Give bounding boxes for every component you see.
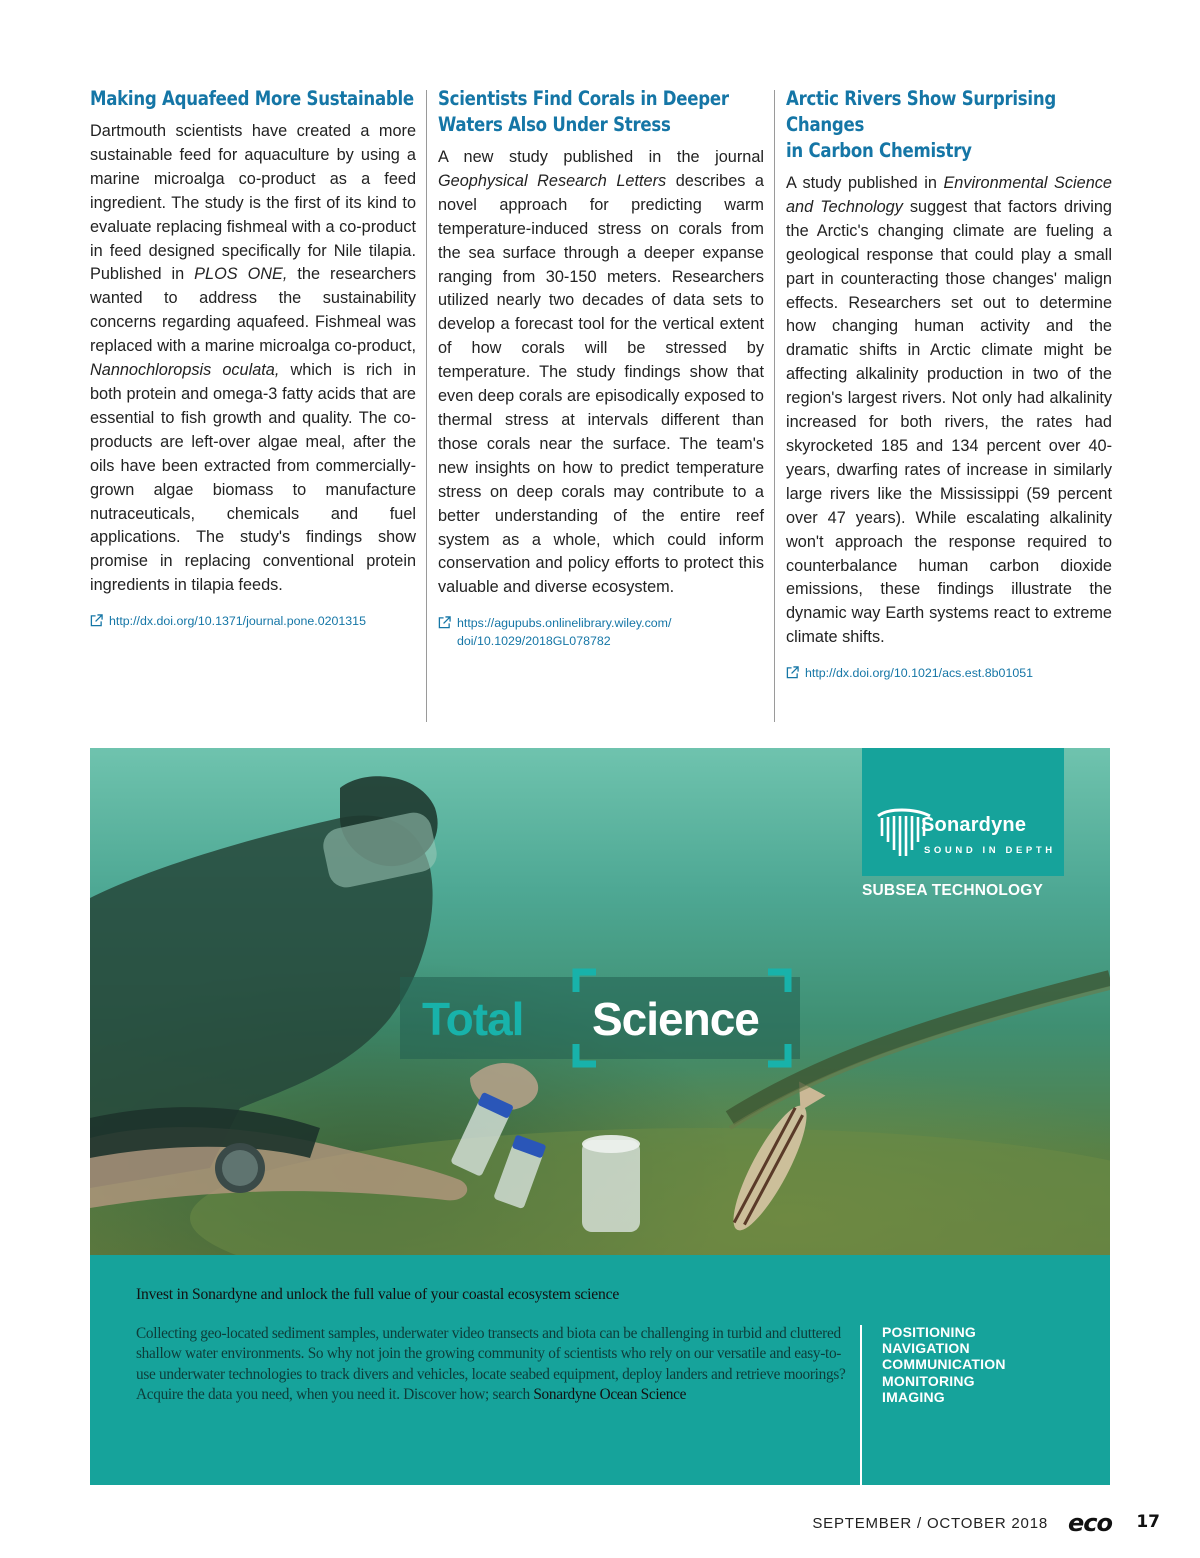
ad-lead: Invest in Sonardyne and unlock the full value of your coastal ecosystem science	[136, 1286, 620, 1303]
doi-link-text: http://dx.doi.org/10.1371/journal.pone.0201315	[109, 614, 366, 629]
ad-search-term: Sonardyne Ocean Science	[533, 1386, 687, 1404]
text-run: A new study published in the journal	[438, 148, 764, 166]
article-headline: Making Aquafeed More Sustainable	[90, 87, 414, 110]
text-run: describes a novel approach for predicting warm temperature-induced stress on corals from the sea surface through a deeper expanse ranging from 30-150 meters. Researchers utilized nearly two decades of data sets to develop a forecast tool for the vertical extent of how corals will be stressed by temperature. The study findings show that even deep corals are episodically exposed to thermal stress at intervals different than those corals near the surface. The team's new insights on how to predict temperature stress on deep corals may contribute to a better understanding of the entire reef system as a whole, which could inform conservation and policy efforts to protect this valuable and diverse ecosystem.	[438, 171, 764, 597]
service-item: COMMUNICATION	[882, 1356, 1006, 1373]
ad-body	[136, 1324, 851, 1406]
italic-text-run: PLOS ONE,	[194, 265, 288, 284]
ad-copy-band	[90, 1255, 1110, 1485]
external-link-icon	[786, 666, 799, 679]
service-item: POSITIONING	[882, 1324, 976, 1340]
magazine-logo: eco	[1068, 1509, 1112, 1537]
article-body	[90, 120, 416, 598]
service-item: NAVIGATION	[882, 1340, 970, 1357]
article-aquafeed	[90, 86, 416, 630]
page-footer	[0, 1509, 1160, 1538]
italic-text-run: Environmental Science and Technology	[786, 174, 1112, 216]
article-headline: Scientists Find Corals in Deeper Waters Also Under Stress	[438, 87, 729, 136]
page-number: 17	[1136, 1512, 1160, 1532]
brand-name: Sonardyne	[921, 814, 1027, 836]
ad-services-list	[882, 1324, 1006, 1405]
article-arctic-rivers	[786, 86, 1112, 682]
doi-link-text: https://agupubs.onlinelibrary.wiley.com/ doi/10.1029/2018GL078782	[457, 616, 672, 649]
slogan-total: Total	[422, 993, 524, 1045]
text-run: Dartmouth scientists have created a more sustainable feed for aquaculture by using a marine microalga co-product as a feed ingredient. The study is the first of its kind to evaluate replacing fishmeal with a co-product in feed designed specifically for Nile tilapia. Published in	[90, 122, 416, 284]
article-headline: Arctic Rivers Show Surprising Changes in Carbon Chemistry	[786, 87, 1056, 162]
article-body	[438, 146, 764, 600]
text-run: A study published in	[786, 174, 944, 192]
service-item: MONITORING	[882, 1372, 975, 1389]
ad-divider	[860, 1325, 862, 1485]
external-link-icon	[438, 616, 451, 629]
doi-link[interactable]	[786, 664, 1112, 682]
brand-tagline: SOUND IN DEPTH	[924, 845, 1056, 856]
doi-link[interactable]	[90, 612, 416, 630]
service-item: IMAGING	[882, 1388, 945, 1405]
italic-text-run: Nannochloropsis oculata,	[90, 361, 280, 380]
column-divider-right	[774, 90, 775, 722]
italic-text-run: Geophysical Research Letters	[438, 171, 667, 190]
doi-link[interactable]	[438, 614, 764, 650]
ad-underwater-photo	[90, 748, 1110, 1255]
doi-link-text: http://dx.doi.org/10.1021/acs.est.8b01051	[805, 666, 1034, 681]
text-run: the researchers wanted to address the sustainability concerns regarding aquafeed. Fishmeal was replaced with a marine microalga co-product,	[90, 265, 416, 356]
text-run: which is rich in both protein and omega-3 fatty acids that are essential to fish growth and quality. The co-products are left-over algae meal, after the oils have been extracted from commercially-grown algae biomass to manufacture nutraceuticals, chemicals and fuel applications. The study's findings show promise in replacing conventional protein ingredients in tilapia feeds.	[90, 361, 416, 595]
text-run: suggest that factors driving the Arctic's changing climate are fueling a geological response that could play a small part in counteracting those changes' malign effects. Researchers set out to determine how changing human activity and the dramatic shifts in Arctic climate might be affecting alkalinity production in two of the region's largest rivers. Not only had alkalinity increased for both rivers, the rates had skyrocketed 185 and 134 percent over 40-years, dwarfing rates of increase in similarly large rivers like the Mississippi (59 percent over 47 years). While escalating alkalinity won't approach the response required to counterbalance human carbon dioxide emissions, these findings illustrate the dynamic way Earth systems react to extreme climate shifts.	[786, 197, 1112, 647]
ad-category: SUBSEA TECHNOLOGY	[862, 882, 1044, 899]
column-divider-left	[426, 90, 427, 722]
ad-body-text: Collecting geo-located sediment samples, underwater video transects and biota can be challenging in turbid and cluttered shallow water environments. So why not join the growing community of scientists who rely on our versatile and easy-to-use underwater technologies to track divers and vehicles, locate seabed equipment, deploy landers and retrieve moorings? Acquire the data you need, when you need it. Discover how; search	[136, 1325, 846, 1404]
external-link-icon	[90, 614, 103, 627]
article-body	[786, 172, 1112, 650]
article-corals	[438, 86, 764, 650]
issue-date: SEPTEMBER / OCTOBER 2018	[812, 1515, 1048, 1532]
sonardyne-logo-box	[862, 748, 1064, 876]
slogan-science: Science	[592, 993, 759, 1045]
